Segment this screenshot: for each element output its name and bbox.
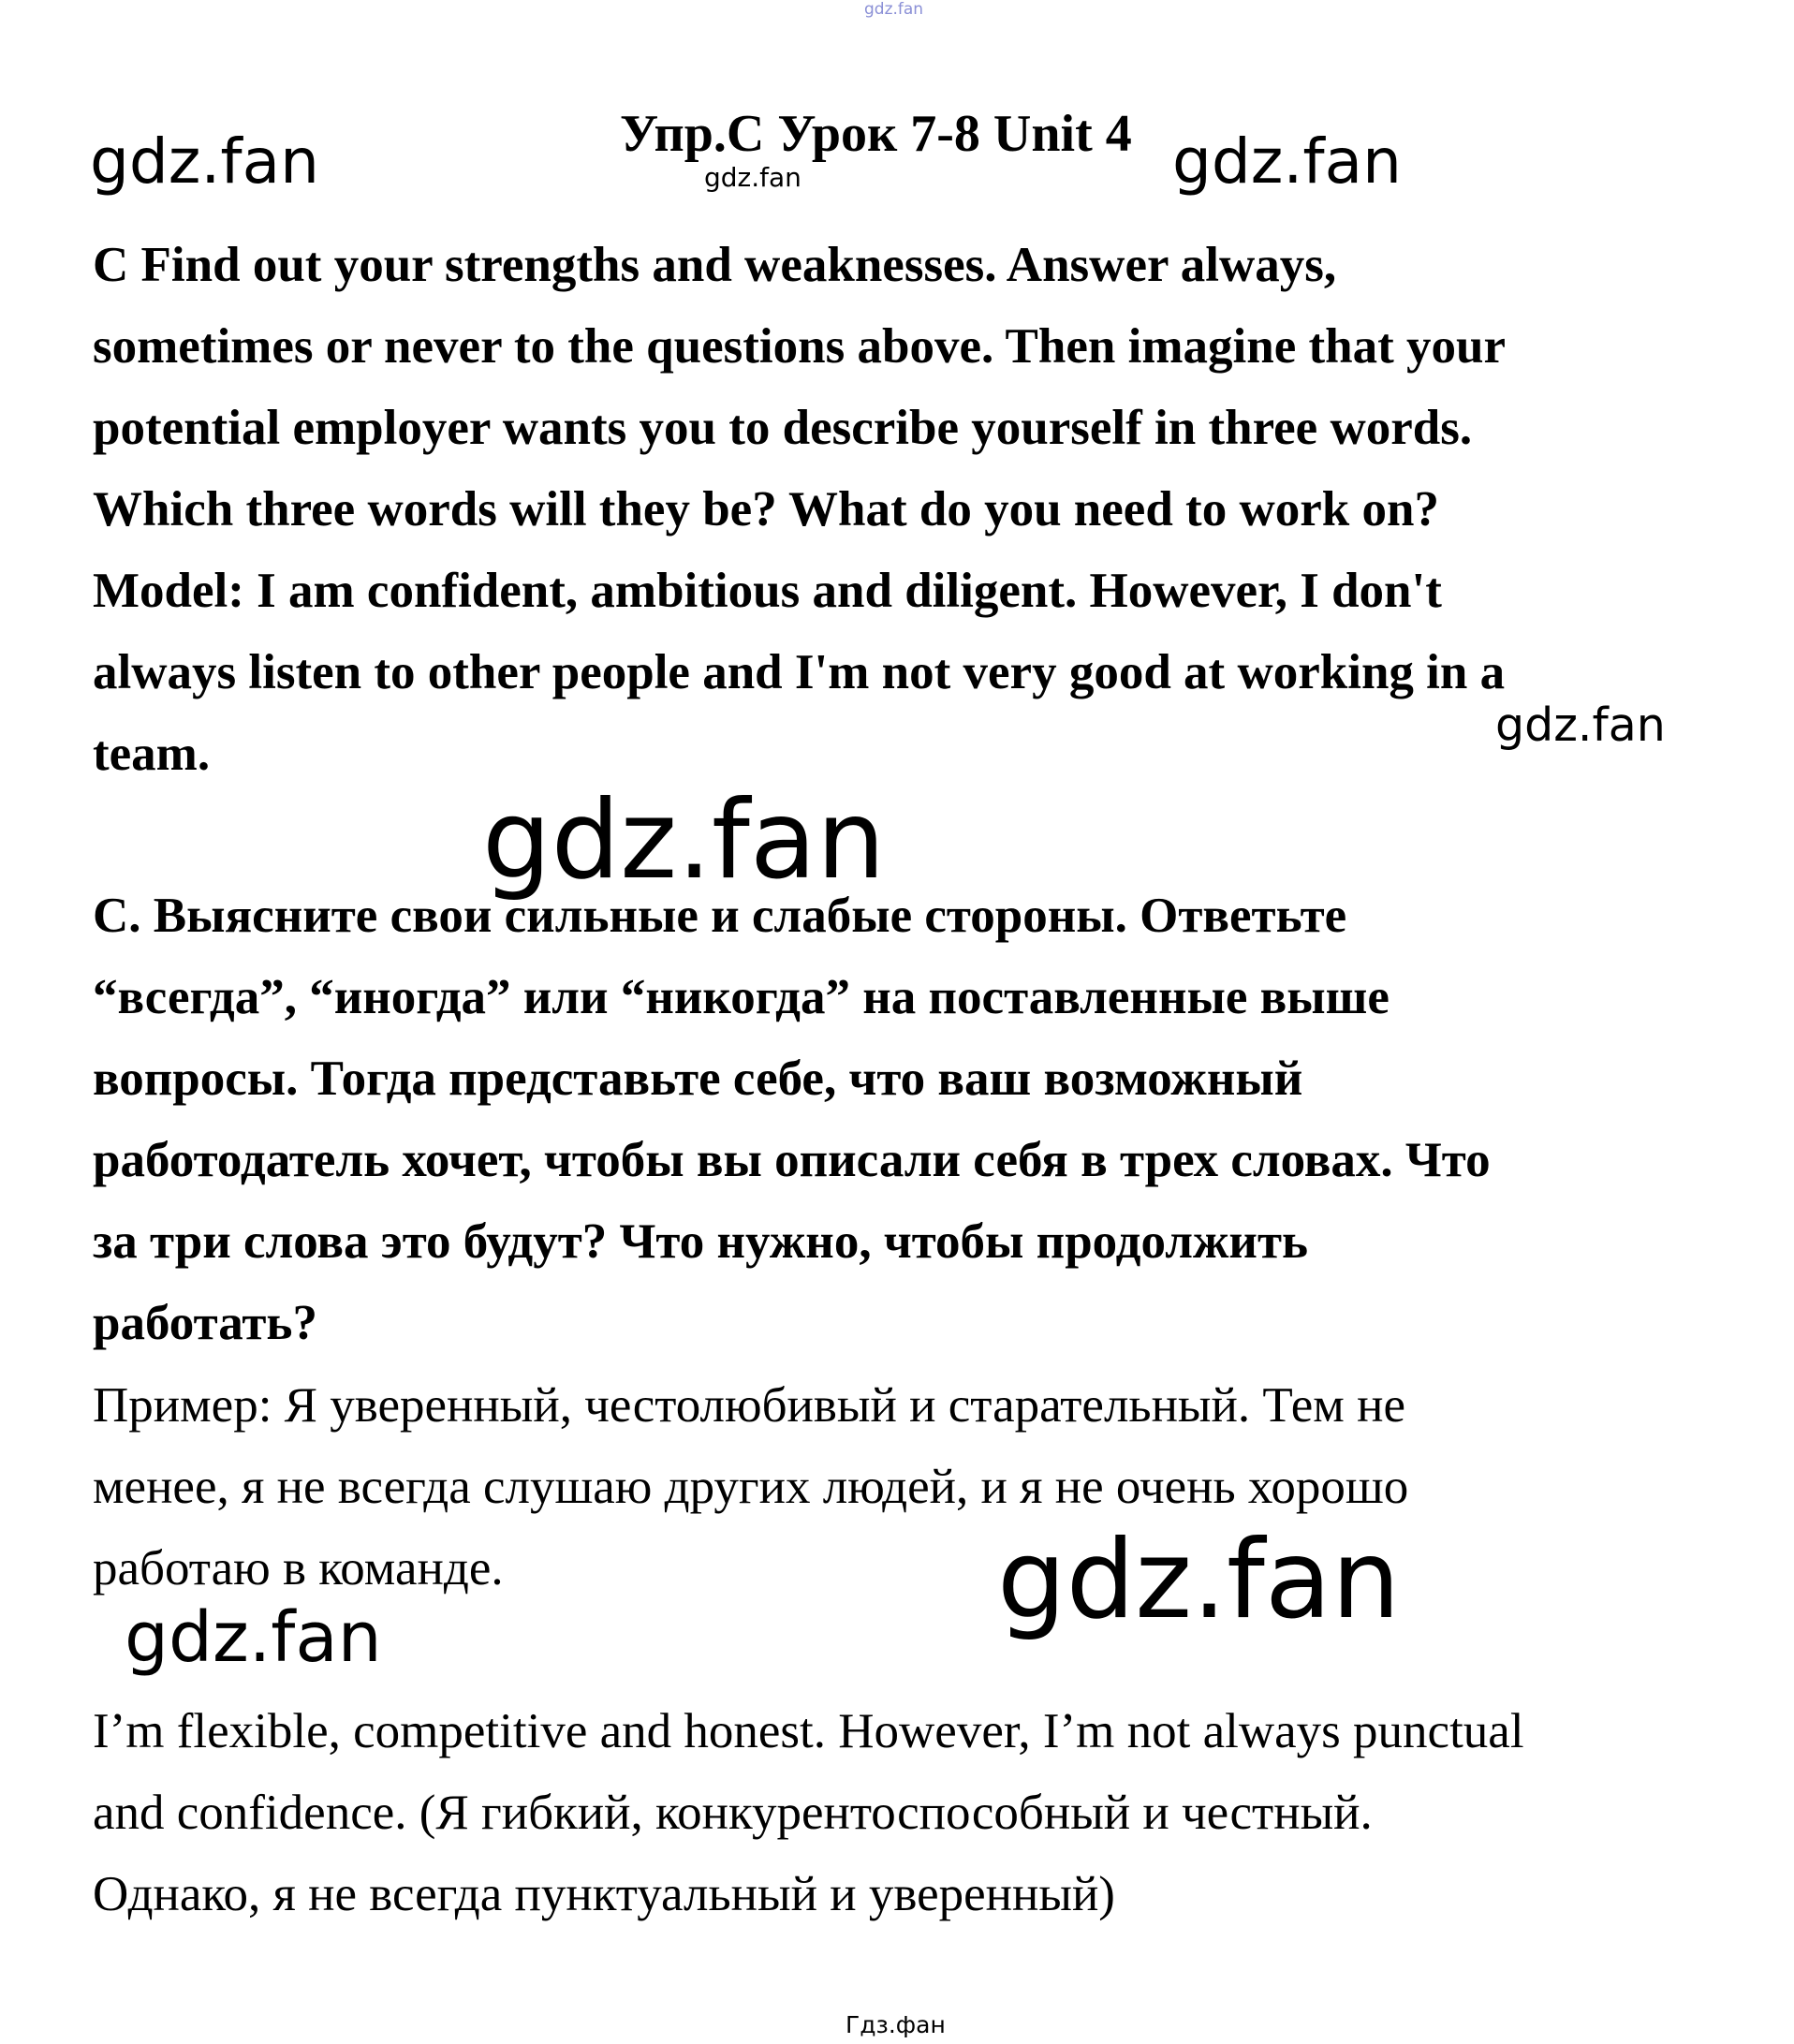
task-english-line: Model: I am confident, ambitious and diligent. However, I don't xyxy=(93,564,1442,618)
watermark: gdz.fan xyxy=(1172,125,1402,198)
task-russian-line: С. Выясните свои сильные и слабые стороны. Ответьте xyxy=(93,889,1347,943)
model-russian xyxy=(93,1365,1703,1610)
task-russian-line: работать? xyxy=(93,1296,317,1350)
model-russian-line: Пример: Я уверенный, честолюбивый и старательный. Тем не xyxy=(93,1378,1405,1433)
task-russian-line: “всегда”, “иногда” или “никогда” на поставленные выше xyxy=(93,970,1390,1024)
answer-line: I’m flexible, competitive and honest. However, I’m not always punctual xyxy=(93,1704,1524,1758)
model-russian-line: работаю в команде. xyxy=(93,1541,504,1595)
answer-line: and confidence. (Я гибкий, конкурентоспособный и честный. xyxy=(93,1786,1373,1840)
task-english-line: potential employer wants you to describe yourself in three words. xyxy=(93,401,1473,455)
task-russian-line: за три слова это будут? Что нужно, чтобы продолжить xyxy=(93,1214,1309,1269)
task-english-line: always listen to other people and I'm not very good at working in a xyxy=(93,645,1506,699)
answer-line: Однако, я не всегда пунктуальный и уверенный) xyxy=(93,1867,1115,1921)
task-english-line: team. xyxy=(93,727,211,781)
watermark: gdz.fan xyxy=(90,125,319,198)
watermark: gdz.fan xyxy=(482,777,886,904)
watermark: gdz.fan xyxy=(997,1517,1401,1643)
watermark: gdz.fan xyxy=(125,1597,382,1678)
model-russian-line: менее, я не всегда слушаю других людей, и я не очень хорошо xyxy=(93,1460,1409,1514)
answer-text xyxy=(93,1691,1703,1935)
watermark: gdz.fan xyxy=(864,0,924,19)
footer-watermark: Гдз.фан xyxy=(846,2011,946,2038)
task-russian-line: вопросы. Тогда представьте себе, что ваш возможный xyxy=(93,1051,1303,1106)
task-russian-line: работодатель хочет, чтобы вы описали себя в трех словах. Что xyxy=(93,1133,1491,1187)
task-russian xyxy=(93,875,1703,1364)
task-english-line: C Find out your strengths and weaknesses. Answer always, xyxy=(93,238,1337,292)
task-english-line: sometimes or never to the questions above. Then imagine that your xyxy=(93,319,1506,374)
page-title: Упр.С Урок 7-8 Unit 4 xyxy=(620,105,1132,163)
task-english-line: Which three words will they be? What do you need to work on? xyxy=(93,482,1439,537)
watermark: gdz.fan xyxy=(1495,698,1666,752)
watermark: gdz.fan xyxy=(704,162,801,193)
task-english xyxy=(93,225,1703,795)
